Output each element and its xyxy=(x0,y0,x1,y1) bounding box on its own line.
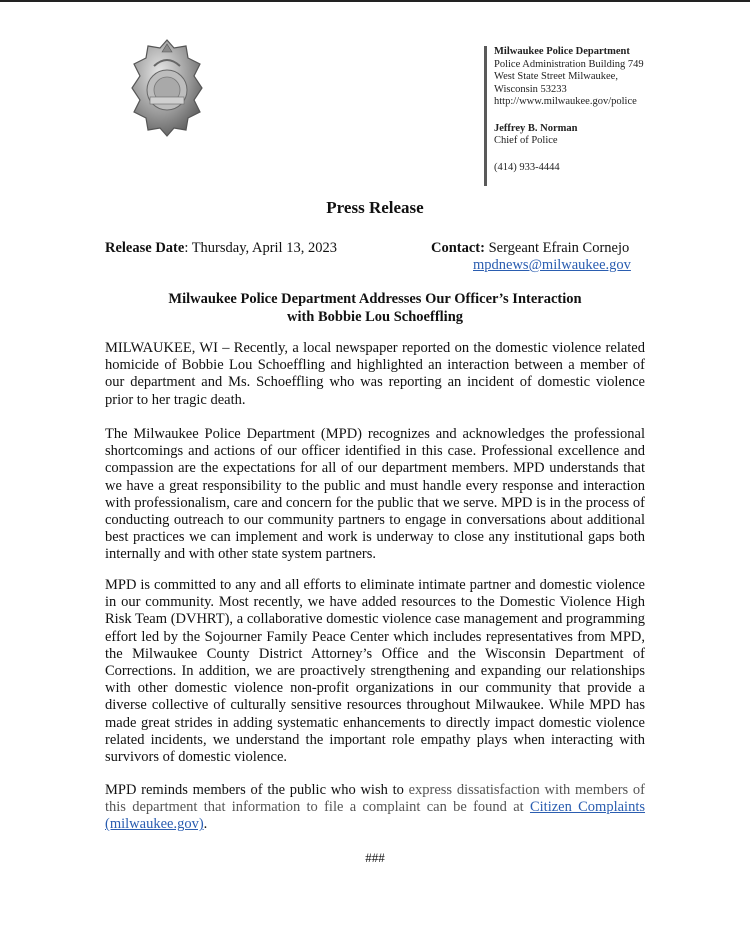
website-link[interactable]: http://www.milwaukee.gov/police xyxy=(494,96,637,107)
department-info xyxy=(484,46,684,186)
contact xyxy=(431,240,629,257)
paragraph-4 xyxy=(105,782,645,834)
paragraph-4-start: MPD reminds members of the public who wish to xyxy=(105,782,409,798)
address-line-2: West State Street Milwaukee, xyxy=(494,71,618,82)
release-date-label: Release Date xyxy=(105,240,185,256)
headline-line-2: with Bobbie Lou Schoeffling xyxy=(286,309,464,325)
paragraph-4-end: . xyxy=(203,816,208,833)
headline xyxy=(105,290,645,326)
paragraph-2: The Milwaukee Police Department (MPD) recognizes and acknowledges the professional shortcomings and actions of our officer identified in this case. Professional excellence and compassion are the expectations for all of our department members. MPD understands that we have a great responsibility to the public and must handle every response and interaction with professionalism, care and concern for the public that we serve. MPD is in the process of conducting outreach to our community partners to engage in conversations about additional best practices we can implement and work is underway to close any institutional gaps both internally and with other state system partners. xyxy=(105,426,645,563)
address-line-1: Police Administration Building 749 xyxy=(494,58,644,70)
headline-line-1: Milwaukee Police Department Addresses Our Officer’s Interaction xyxy=(168,291,582,307)
paragraph-4-gray: express dissatisfaction with members of this department that information to file a complaint can be found at xyxy=(105,782,645,816)
contact-email-link[interactable]: mpdnews@milwaukee.gov xyxy=(473,257,631,273)
chief-name: Jeffrey B. Norman xyxy=(494,122,578,134)
paragraph-3: MPD is committed to any and all efforts to eliminate intimate partner and domestic violence in our community. Most recently, we have added resources to the Domestic Violence High Risk Team (DVHRT), a collaborative domestic violence case management and programming effort led by the Sojourner Family Peace Center which includes representatives from MPD, the Milwaukee County District Attorney’s Office and the Wisconsin Department of Corrections. In addition, we are proactively strengthening and expanding our relationships with other domestic violence non-profit organizations in our community that provide a diverse collective of culturally sensitive resources throughout Milwaukee. While MPD has made great strides in adding systematic enhancements to directly impact domestic violence related incidents, we understand the important role empathy plays when interacting with survivors of domestic violence. xyxy=(105,577,645,766)
end-mark: ### xyxy=(365,850,385,865)
phone-number: (414) 933-4444 xyxy=(494,161,560,173)
department-name: Milwaukee Police Department xyxy=(494,46,630,57)
contact-label: Contact: xyxy=(431,240,485,256)
citizen-complaints-link[interactable]: Citizen Complaints (milwaukee.gov) xyxy=(105,799,646,833)
release-date-value: : Thursday, April 13, 2023 xyxy=(184,240,337,256)
address-line-3: Wisconsin 53233 xyxy=(494,83,567,95)
release-date xyxy=(105,240,337,257)
page-title: Press Release xyxy=(326,198,424,217)
top-border xyxy=(0,0,750,2)
chief-title: Chief of Police xyxy=(494,135,558,146)
paragraph-1: MILWAUKEE, WI – Recently, a local newspaper reported on the domestic violence related homicide of Bobbie Lou Schoeffling and highlighted an interaction between a member of our department and Ms. Schoeffling who was reporting an incident of domestic violence prior to her tragic death. xyxy=(105,340,645,408)
contact-name: Sergeant Efrain Cornejo xyxy=(484,240,630,256)
police-badge-logo xyxy=(128,38,206,138)
